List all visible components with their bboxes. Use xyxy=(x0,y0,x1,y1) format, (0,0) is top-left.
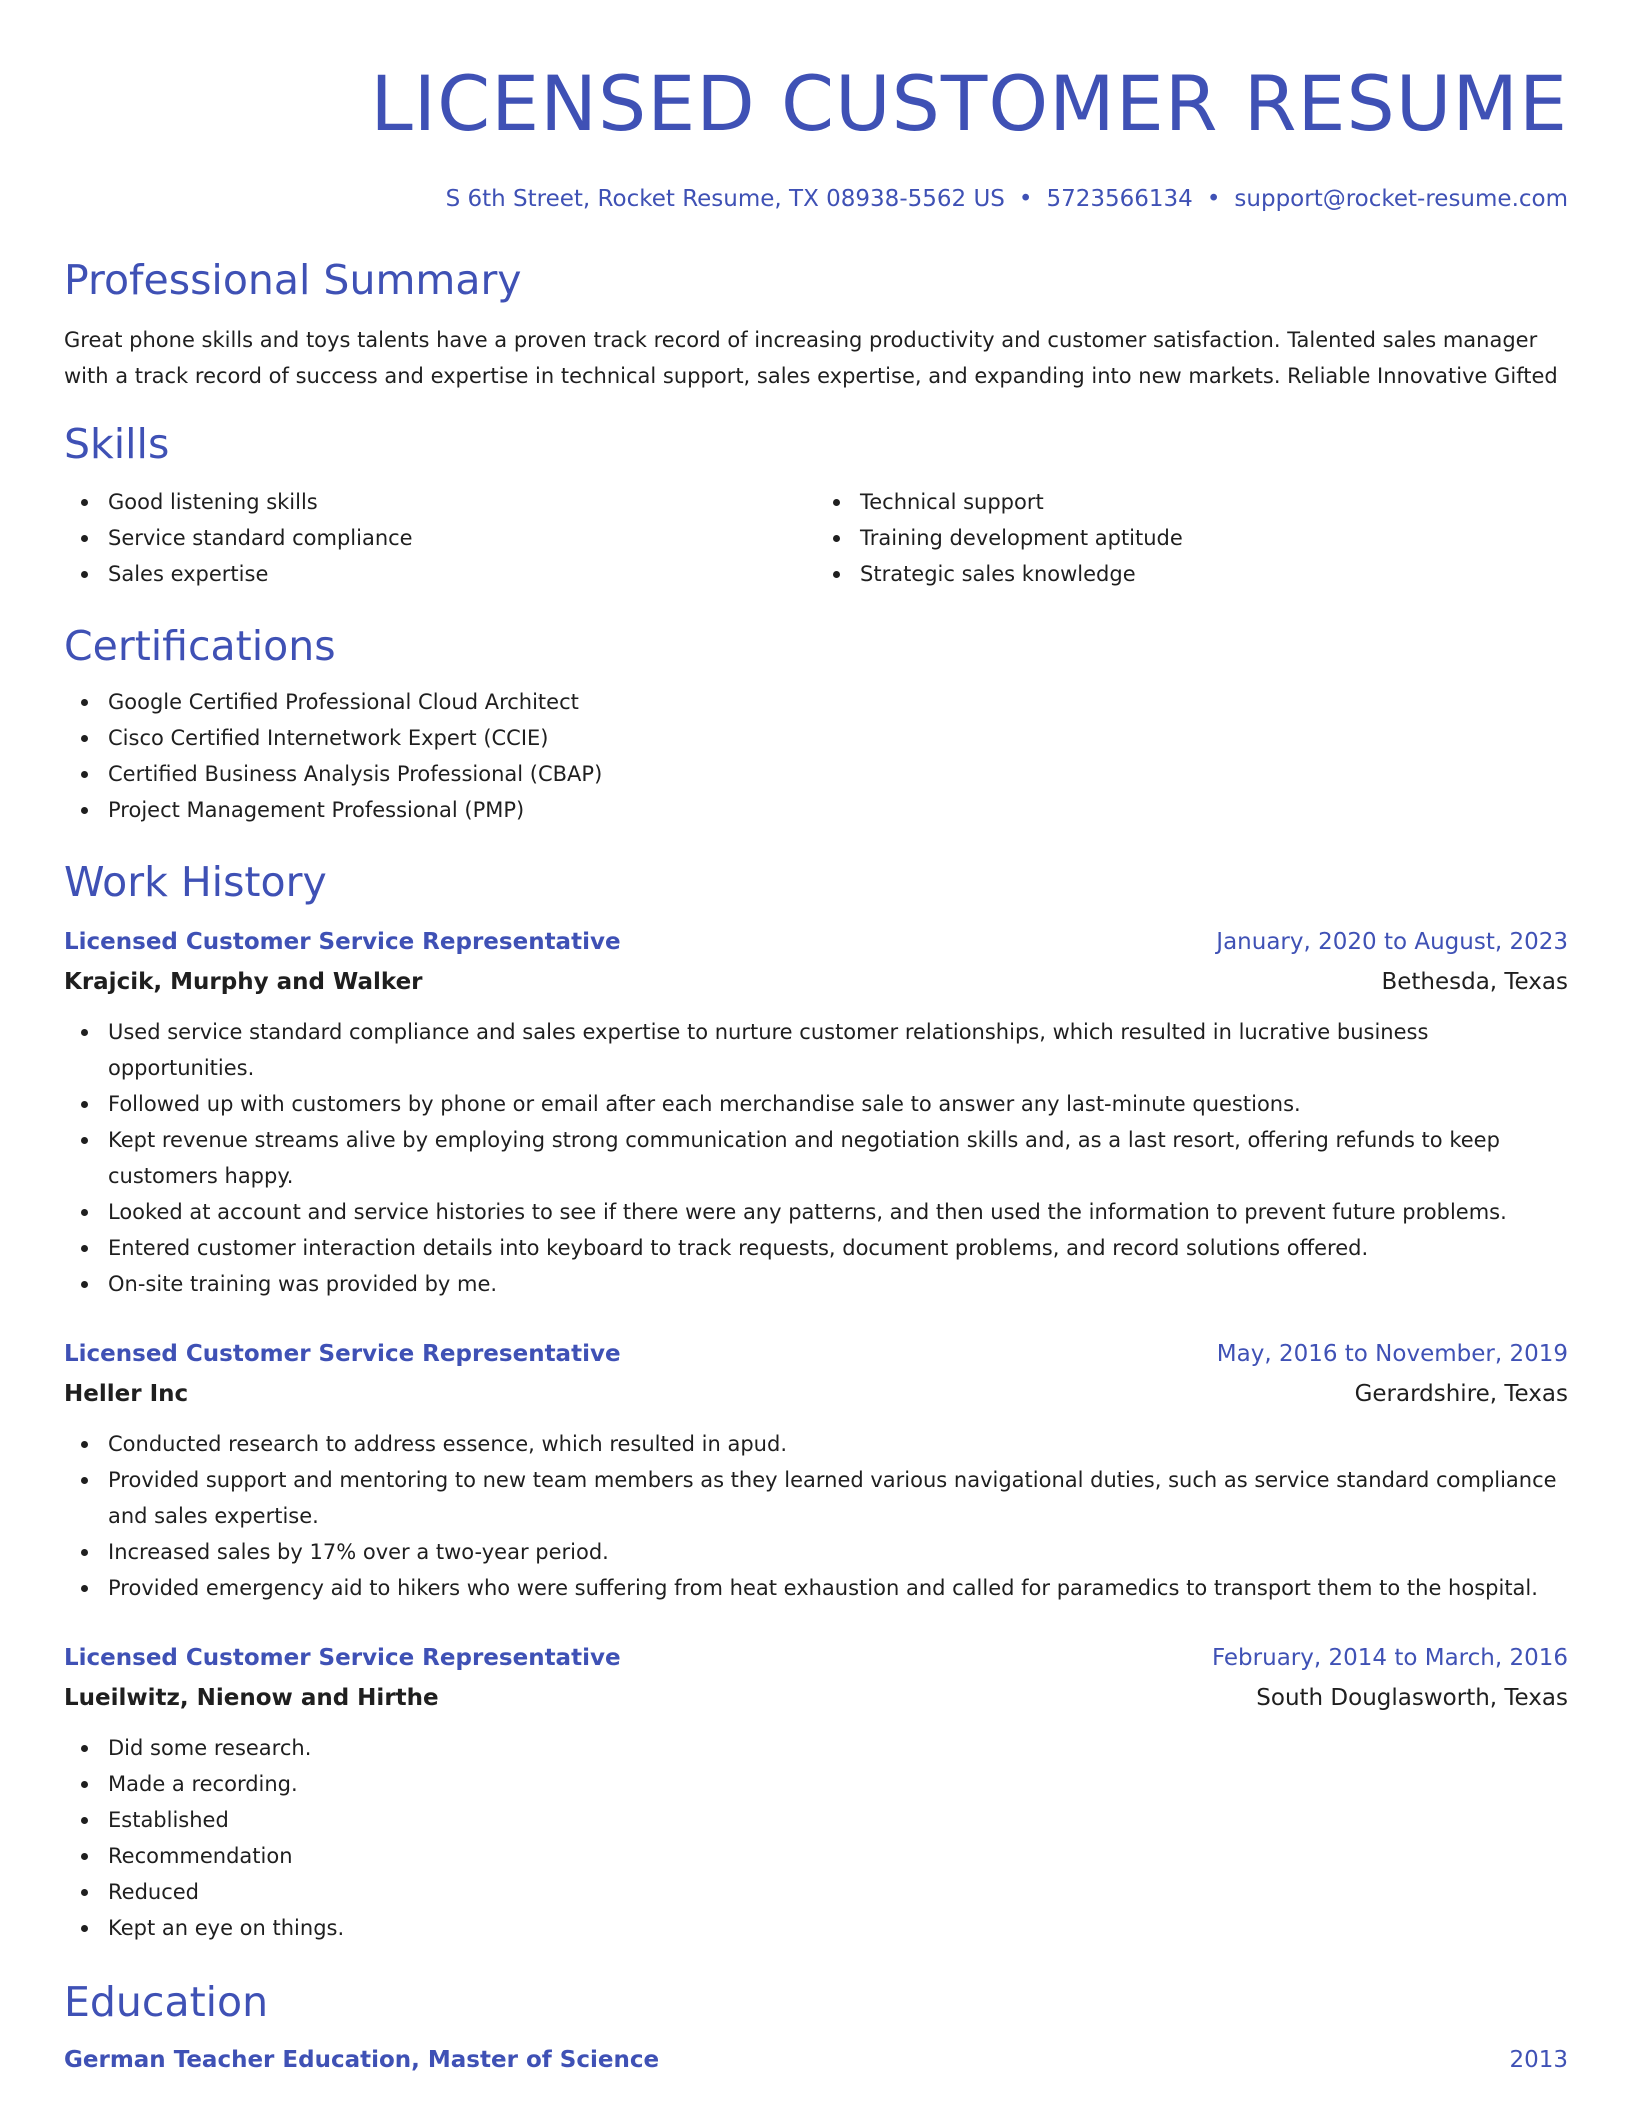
skills-grid xyxy=(64,484,1568,592)
job-bullet: Kept an eye on things. xyxy=(64,1910,1568,1946)
skills-section xyxy=(64,416,1568,592)
job-location: South Douglasworth, Texas xyxy=(1256,1685,1568,1711)
job-bullet: Reduced xyxy=(64,1874,1568,1910)
education-degree: German Teacher Education, Master of Science xyxy=(64,2047,660,2073)
skill-item: Technical support xyxy=(816,484,1568,520)
education-heading: Education xyxy=(64,1978,269,2026)
job-title-row xyxy=(64,1334,1568,1374)
work-history-heading: Work History xyxy=(64,858,327,906)
job-title: Licensed Customer Service Representative xyxy=(64,1341,621,1367)
job-bullets xyxy=(64,1014,1568,1302)
certification-item: Certified Business Analysis Professional (CBAP) xyxy=(64,756,1568,792)
job-bullet: Established xyxy=(64,1802,1568,1838)
skill-item: Service standard compliance xyxy=(64,520,816,556)
job-location: Gerardshire, Texas xyxy=(1354,1381,1568,1407)
education-section xyxy=(64,1974,1568,2080)
resume-name: LICENSED CUSTOMER RESUME xyxy=(370,59,1568,148)
job-bullet: Made a recording. xyxy=(64,1766,1568,1802)
skill-item: Good listening skills xyxy=(64,484,816,520)
certification-item: Cisco Certified Internetwork Expert (CCIE) xyxy=(64,720,1568,756)
job-bullet: Increased sales by 17% over a two-year period. xyxy=(64,1534,1568,1570)
job-bullet: Provided support and mentoring to new team members as they learned various navigational duties, such as service standard compliance and sales expertise. xyxy=(64,1462,1568,1534)
job-dates: May, 2016 to November, 2019 xyxy=(1216,1341,1568,1367)
job-bullet: Entered customer interaction details into keyboard to track requests, document problems, and record solutions offered. xyxy=(64,1230,1568,1266)
contact-phone: 5723566134 xyxy=(1046,186,1193,212)
skill-item: Training development aptitude xyxy=(816,520,1568,556)
job-dates: January, 2020 to August, 2023 xyxy=(1216,929,1568,955)
certification-item: Project Management Professional (PMP) xyxy=(64,792,1568,828)
skills-list-left xyxy=(64,484,816,592)
job-bullet: Followed up with customers by phone or email after each merchandise sale to answer any last-minute questions. xyxy=(64,1086,1568,1122)
job-company: Krajcik, Murphy and Walker xyxy=(64,969,423,995)
job-company-row xyxy=(64,1374,1568,1414)
summary-section xyxy=(64,252,1568,394)
job-company-row xyxy=(64,962,1568,1002)
job-entry xyxy=(64,1334,1568,1606)
job-title: Licensed Customer Service Representative xyxy=(64,1645,621,1671)
job-company-row xyxy=(64,1678,1568,1718)
contact-line xyxy=(64,182,1568,216)
skills-heading: Skills xyxy=(64,420,170,468)
job-location: Bethesda, Texas xyxy=(1381,969,1568,995)
job-bullet: Did some research. xyxy=(64,1730,1568,1766)
job-company: Heller Inc xyxy=(64,1381,189,1407)
summary-heading: Professional Summary xyxy=(64,256,522,304)
certifications-list xyxy=(64,684,1568,828)
contact-email: support@rocket-resume.com xyxy=(1234,186,1568,212)
certification-item: Google Certified Professional Cloud Architect xyxy=(64,684,1568,720)
certifications-heading: Certifications xyxy=(64,622,336,670)
job-bullet: Looked at account and service histories to see if there were any patterns, and then used the information to prevent future problems. xyxy=(64,1194,1568,1230)
job-bullet: On-site training was provided by me. xyxy=(64,1266,1568,1302)
skills-list-right xyxy=(816,484,1568,592)
job-bullet: Used service standard compliance and sales expertise to nurture customer relationships, which resulted in lucrative business opportunities. xyxy=(64,1014,1568,1086)
job-bullet: Conducted research to address essence, which resulted in apud. xyxy=(64,1426,1568,1462)
summary-text: Great phone skills and toys talents have a proven track record of increasing productivity and customer satisfaction. Talented sales manager with a track record of success and expertise in technical support, sales expertise, and expanding into new markets. Reliable Innovative Gifted xyxy=(64,328,1558,388)
work-history-section xyxy=(64,854,1568,1946)
contact-separator: • xyxy=(1206,186,1221,212)
skill-item: Sales expertise xyxy=(64,556,816,592)
job-title: Licensed Customer Service Representative xyxy=(64,929,621,955)
job-entry xyxy=(64,1638,1568,1946)
job-bullet: Provided emergency aid to hikers who were suffering from heat exhaustion and called for paramedics to transport them to the hospital. xyxy=(64,1570,1568,1606)
certifications-section xyxy=(64,618,1568,828)
contact-separator: • xyxy=(1018,186,1033,212)
job-bullets xyxy=(64,1426,1568,1606)
job-bullets xyxy=(64,1730,1568,1946)
job-title-row xyxy=(64,1638,1568,1678)
job-bullet: Kept revenue streams alive by employing strong communication and negotiation skills and, as a last resort, offering refunds to keep customers happy. xyxy=(64,1122,1568,1194)
education-year: 2013 xyxy=(1509,2047,1568,2073)
contact-address: S 6th Street, Rocket Resume, TX 08938-5562 US xyxy=(445,186,1005,212)
resume-header xyxy=(64,0,1568,216)
job-title-row xyxy=(64,922,1568,962)
job-dates: February, 2014 to March, 2016 xyxy=(1211,1645,1568,1671)
job-entry xyxy=(64,922,1568,1302)
job-company: Lueilwitz, Nienow and Hirthe xyxy=(64,1685,439,1711)
education-row xyxy=(64,2040,1568,2080)
skill-item: Strategic sales knowledge xyxy=(816,556,1568,592)
job-bullet: Recommendation xyxy=(64,1838,1568,1874)
